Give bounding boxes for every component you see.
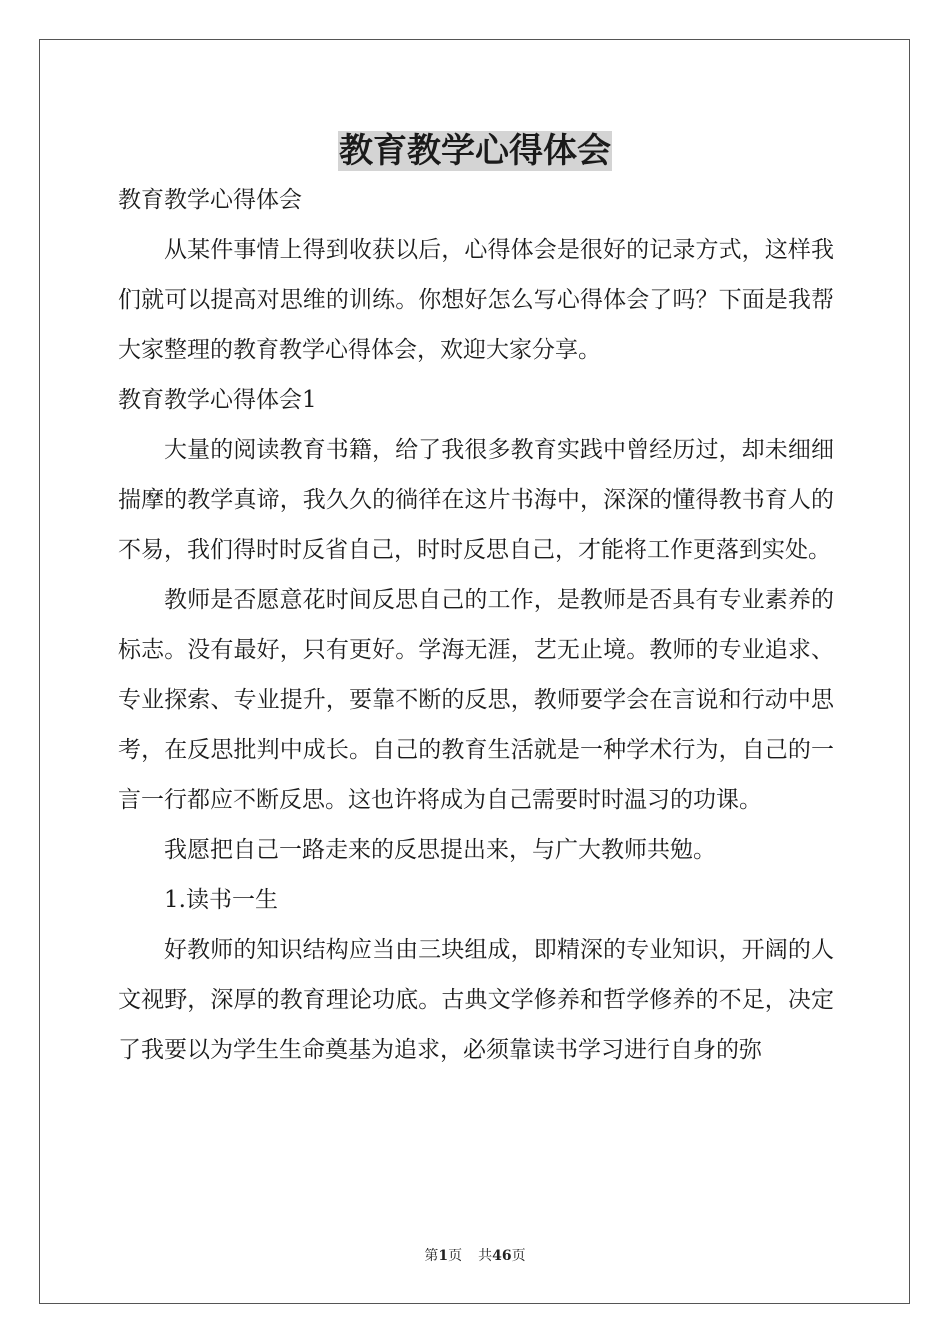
page-prefix: 第 bbox=[424, 1248, 439, 1264]
page-number: 1 bbox=[438, 1248, 449, 1264]
paragraph: 大量的阅读教育书籍，给了我很多教育实践中曾经历过，却未细细揣摩的教学真谛，我久久的徜徉在这片书海中，深深的懂得教书育人的不易，我们得时时反省自己，时时反思自己，才能将工作更落到实处。 bbox=[118, 437, 834, 563]
total-suffix: 页 bbox=[511, 1248, 526, 1264]
document-body bbox=[118, 175, 834, 1075]
total-pages: 46 bbox=[492, 1248, 512, 1264]
paragraph: 教师是否愿意花时间反思自己的工作，是教师是否具有专业素养的标志。没有最好，只有更好。学海无涯，艺无止境。教师的专业追求、专业探索、专业提升，要靠不断的反思，教师要学会在言说和行动中思考，在反思批判中成长。自己的教育生活就是一种学术行为，自己的一言一行都应不断反思。这也许将成为自己需要时时温习的功课。 bbox=[118, 587, 834, 813]
page-suffix: 页 bbox=[448, 1248, 463, 1264]
paragraph: 教育教学心得体会 bbox=[118, 187, 302, 213]
paragraph: 从某件事情上得到收获以后，心得体会是很好的记录方式，这样我们就可以提高对思维的训练。你想好怎么写心得体会了吗？下面是我帮大家整理的教育教学心得体会，欢迎大家分享。 bbox=[118, 237, 834, 363]
document-title-text: 教育教学心得体会 bbox=[339, 131, 611, 171]
paragraph: 我愿把自己一路走来的反思提出来，与广大教师共勉。 bbox=[164, 837, 716, 863]
paragraph: 好教师的知识结构应当由三块组成，即精深的专业知识，开阔的人文视野，深厚的教育理论功底。古典文学修养和哲学修养的不足，决定了我要以为学生生命奠基为追求，必须靠读书学习进行自身的弥 bbox=[118, 937, 834, 1063]
document-title bbox=[0, 126, 950, 176]
total-prefix: 共 bbox=[478, 1248, 493, 1264]
page-footer bbox=[0, 1246, 950, 1266]
section-heading: 教育教学心得体会1 bbox=[118, 387, 317, 413]
subsection-heading: 1.读书一生 bbox=[164, 887, 278, 913]
